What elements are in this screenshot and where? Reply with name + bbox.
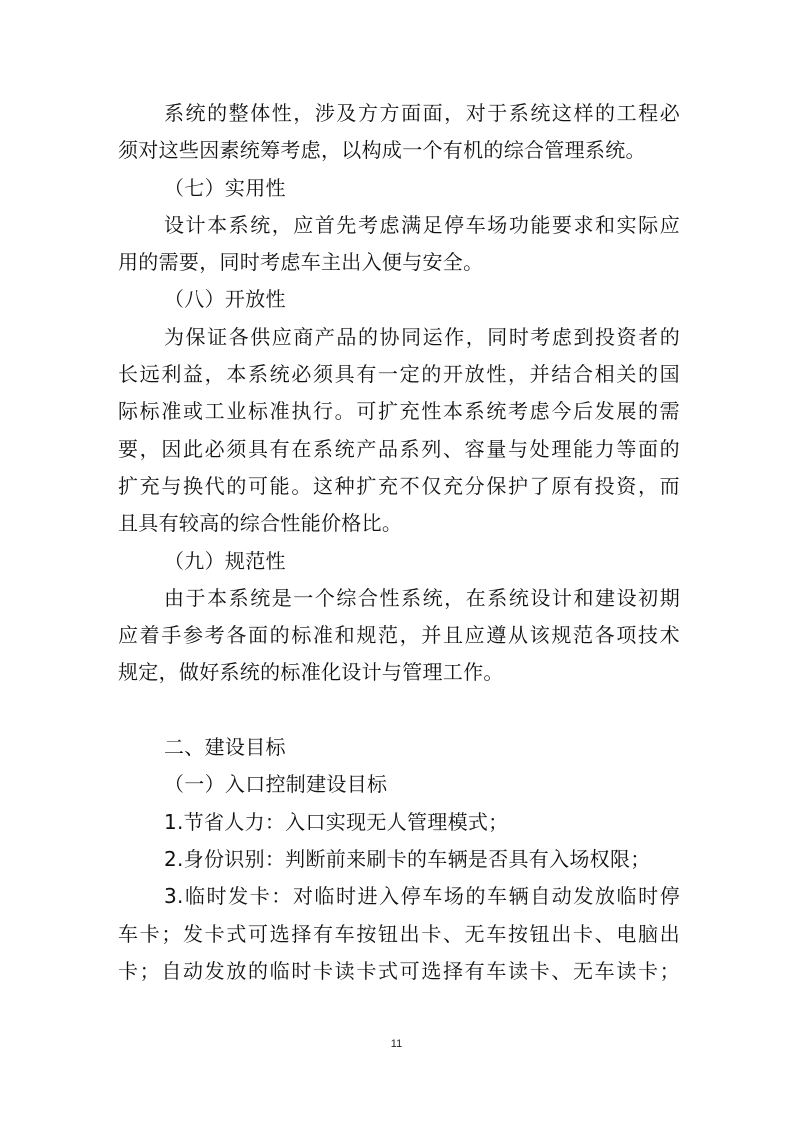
section-heading-practicality: （七）实用性 — [164, 175, 286, 200]
list-item: 2.身份识别：判断前来刷卡的车辆是否具有入场权限； — [164, 846, 651, 871]
paragraph-line: 设计本系统，应首先考虑满足停车场功能要求和实际应 — [164, 212, 680, 237]
paragraph-line: 且具有较高的综合性能价格比。 — [118, 511, 403, 536]
paragraph-line: 应着手参考各面的标准和规范，并且应遵从该规范各项技术 — [118, 623, 680, 648]
section-heading-standardization: （九）规范性 — [164, 548, 286, 573]
paragraph-line: 须对这些因素统筹考虑，以构成一个有机的综合管理系统。 — [118, 138, 646, 163]
list-item: 1.节省人力：入口实现无人管理模式； — [164, 809, 509, 834]
paragraph-line: 际标准或工业标准执行。可扩充性本系统考虑今后发展的需 — [118, 399, 680, 424]
paragraph-line: 长远利益，本系统必须具有一定的开放性，并结合相关的国 — [118, 362, 680, 387]
paragraph-line: 由于本系统是一个综合性系统，在系统设计和建设初期 — [164, 585, 680, 610]
section-heading-openness: （八）开放性 — [164, 287, 286, 312]
paragraph-line: 规定，做好系统的标准化设计与管理工作。 — [118, 660, 504, 685]
page-body — [118, 95, 680, 990]
paragraph-line: 系统的整体性，涉及方方面面，对于系统这样的工程必 — [164, 101, 680, 125]
chapter-heading-construction-goals: 二、建设目标 — [164, 735, 286, 760]
paragraph-line: 用的需要，同时考虑车主出入便与安全。 — [118, 250, 484, 275]
paragraph-line: 为保证各供应商产品的协同运作，同时考虑到投资者的 — [164, 324, 680, 349]
section-heading-entrance-control: （一）入口控制建设目标 — [164, 772, 388, 797]
paragraph-line: 卡；自动发放的临时卡读卡式可选择有车读卡、无车读卡； — [118, 958, 680, 983]
paragraph-line: 扩充与换代的可能。这种扩充不仅充分保护了原有投资，而 — [118, 473, 680, 498]
paragraph-line: 要，因此必须具有在系统产品系列、容量与处理能力等面的 — [118, 436, 680, 461]
paragraph-line: 车卡；发卡式可选择有车按钮出卡、无车按钮出卡、电脑出 — [118, 921, 680, 946]
list-item: 3.临时发卡：对临时进入停车场的车辆自动发放临时停 — [164, 884, 680, 909]
page-number: 11 — [390, 1038, 403, 1050]
blank-line — [118, 692, 680, 729]
